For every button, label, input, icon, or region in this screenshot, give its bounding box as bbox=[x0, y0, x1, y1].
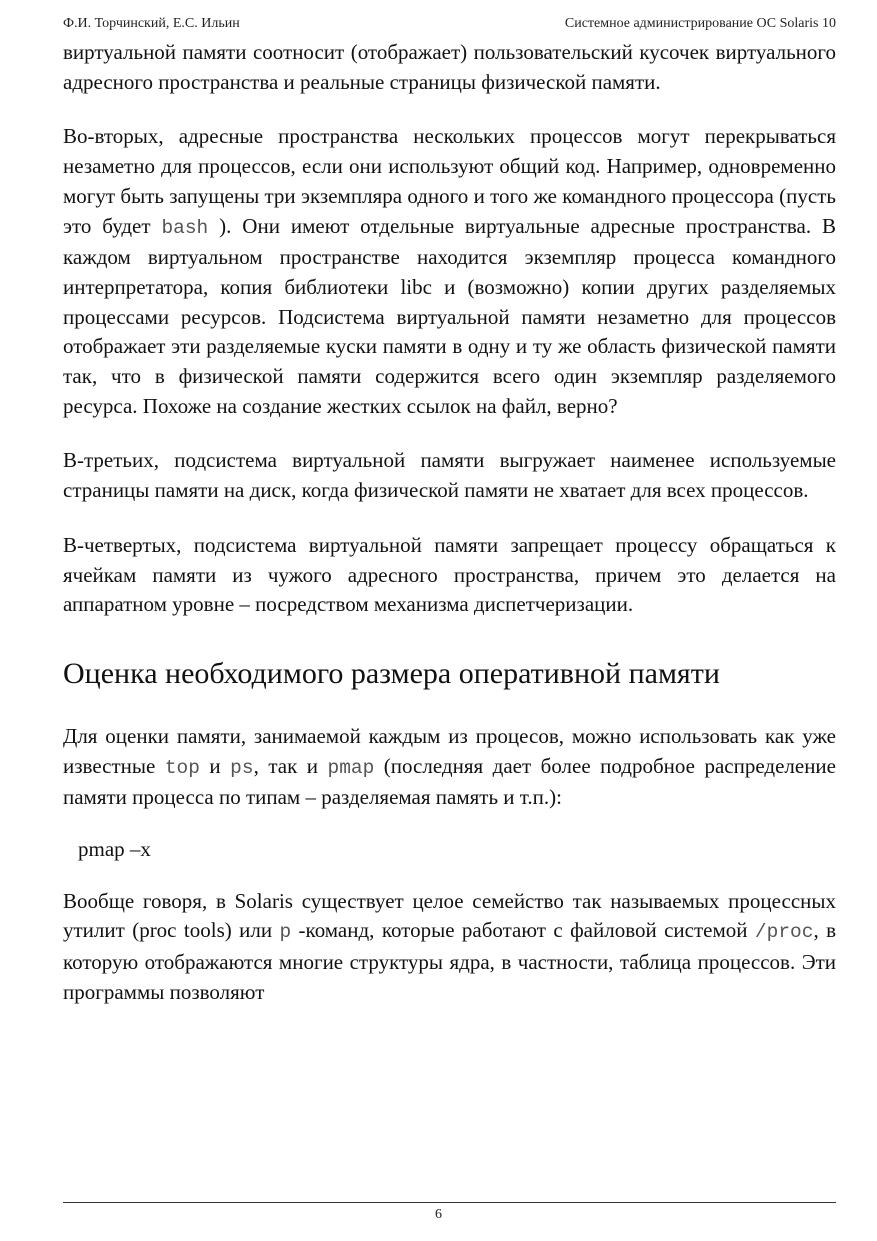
section-heading: Оценка необходимого размера оперативной памяти bbox=[63, 656, 720, 690]
page-number: 6 bbox=[435, 1207, 442, 1222]
paragraph-3: В-третьих, подсистема виртуальной памяти выгружает наименее используемые страницы памяти на диск, когда физической памяти не хватает для всех процессов. bbox=[63, 448, 836, 503]
paragraph-5-text-b: и bbox=[199, 753, 231, 778]
paragraph-4: В-четвертых, подсистема виртуальной памяти запрещает процессу обращаться к ячейкам памяти из чужого адресного пространства, причем это делается на аппаратном уровне – посредством механизма диспетчеризации. bbox=[63, 532, 836, 617]
header-book-title: Системное администрирование ОС Solaris 10 bbox=[564, 16, 836, 31]
paragraph-5-text-d: (последняя дает более подробное распределение памяти процесса по типам – разделяемая память и т.п.): bbox=[63, 753, 836, 810]
footer-divider bbox=[63, 1202, 836, 1203]
code-proc: /proc bbox=[754, 921, 814, 944]
paragraph-5-text-c: , так и bbox=[253, 753, 328, 778]
paragraph-6-text-b: -команд, которые работают с файловой системой bbox=[291, 918, 755, 943]
code-pmap: pmap bbox=[327, 756, 375, 779]
page-header bbox=[63, 16, 836, 36]
document-body bbox=[63, 38, 836, 1008]
code-ps: ps bbox=[230, 756, 254, 779]
paragraph-2-text-b: ). Они имеют отдельные виртуальные адресные пространства. В каждом виртуальном пространстве находится экземпляр процесса командного интерпретатора, копия библиотеки libc и (возможно) копии других разделяемых процессами ресурсов. Подсистема виртуальной памяти незаметно для процессов отображает эти разделяемые куски памяти в одну и ту же область физической памяти так, что в физической памяти содержится всего один экземпляр разделяемого ресурса. Похоже на создание жестких ссылок на файл, верно? bbox=[63, 213, 836, 418]
paragraph-2 bbox=[63, 122, 836, 421]
paragraph-5-text-a: Для оценки памяти, занимаемой каждым из процесов, можно использовать как уже известные bbox=[63, 723, 836, 778]
command-example: pmap –x bbox=[78, 837, 151, 862]
paragraph-2-text-a: Во-вторых, адресные пространства нескольких процессов могут перекрываться незаметно для процессов, если они используют общий код. Например, одновременно могут быть запущены три экземпляра одного и того же командного процессора (пусть это будет bbox=[63, 124, 836, 238]
paragraph-1: виртуальной памяти соотносит (отображает) пользовательский кусочек виртуального адресного пространства и реальные страницы физической памяти. bbox=[63, 40, 836, 94]
paragraph-6-text-c: , в которую отображаются многие структуры ядра, в частности, таблица процессов. Эти программы позволяют bbox=[63, 918, 836, 1004]
code-top: top bbox=[164, 756, 200, 779]
code-bash: bash bbox=[161, 216, 209, 239]
code-p: p bbox=[279, 921, 292, 944]
paragraph-5 bbox=[63, 722, 836, 813]
paragraph-6-text-a: Вообще говоря, в Solaris существует целое семейство так называемых процессных утилит (proc tools) или bbox=[63, 888, 836, 943]
paragraph-6 bbox=[63, 887, 836, 1008]
header-authors: Ф.И. Торчинский, Е.С. Ильин bbox=[63, 16, 240, 31]
